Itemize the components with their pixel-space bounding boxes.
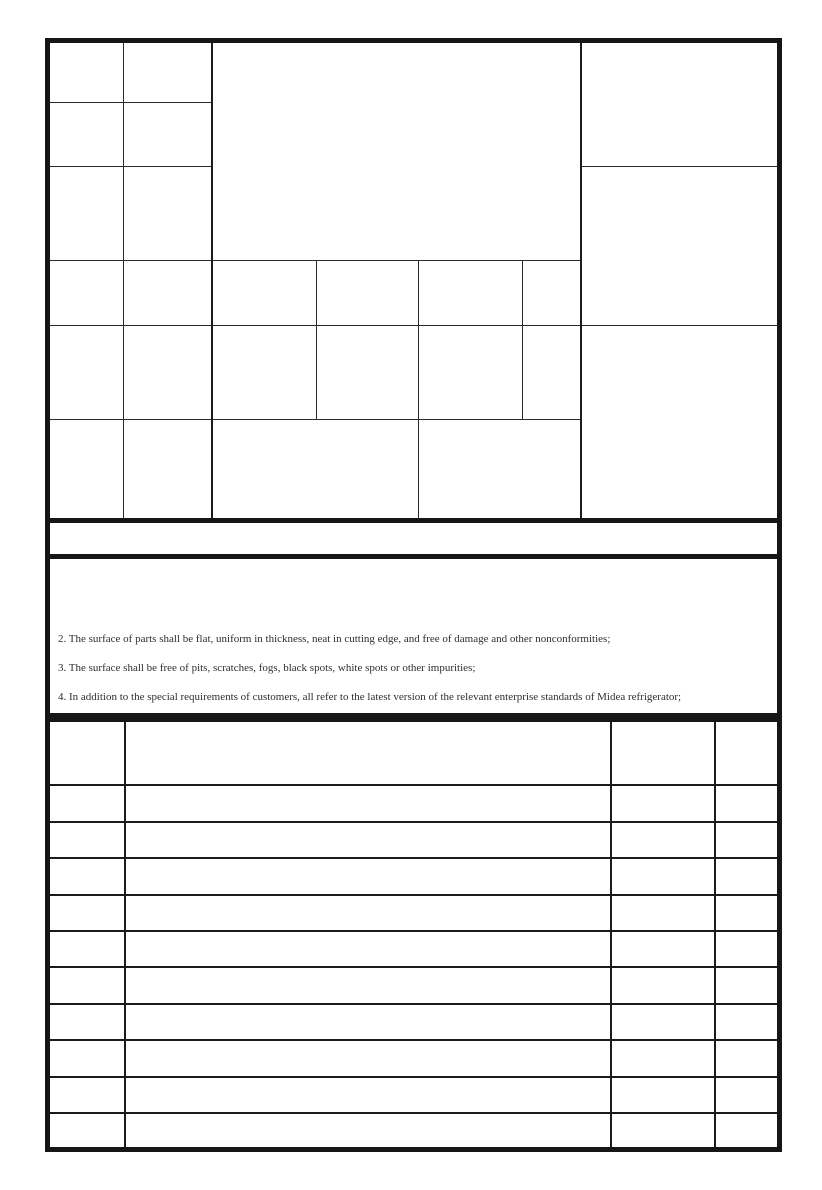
spec-header-cell-4 [715,720,779,786]
title-block-cell-r1c2 [123,41,212,103]
spec-header-cell-1 [48,720,126,786]
spec-row-10 [48,1113,780,1149]
spec-row-2 [48,822,780,858]
separator-strip [45,523,782,559]
drawing-area-cell [212,41,581,261]
title-block-cell-r5c2 [123,325,212,419]
spec-header-cell-3 [611,720,715,786]
right-panel-cell-3 [581,325,779,520]
technical-notes [58,625,773,712]
right-panel-cell-2 [581,167,779,326]
note-line-3: 3. The surface shall be free of pits, scratches, fogs, black spots, white spots or other impurities; [58,662,476,674]
title-block-cell-r4c2 [123,261,212,326]
spec-row-9 [48,1077,780,1113]
title-block-cell-r4c4 [316,261,418,326]
title-block-cell-r5c5 [418,325,523,419]
spec-row-5 [48,931,780,967]
right-panel-cell-1 [581,41,779,167]
technical-requirements-section [45,559,782,717]
title-block-cell-r2c2 [123,102,212,167]
title-block-cell-r4c1 [48,261,124,326]
title-block-cell-r4c6 [523,261,581,326]
title-block-cell-r3c2 [123,167,212,261]
spec-row-3 [48,858,780,894]
spec-row-1 [48,785,780,821]
note-line-4: 4. In addition to the special requirements of customers, all refer to the latest version of the relevant enterprise standards of Midea refrigerator; [58,691,682,703]
title-block-cell-r6c2 [123,419,212,520]
title-block-cell-r6c1 [48,419,124,520]
spec-row-6 [48,967,780,1003]
note-line-2: 2. The surface of parts shall be flat, uniform in thickness, neat in cutting edge, and free of damage and other nonconformities; [58,633,611,645]
title-block-cell-r3c1 [48,167,124,261]
title-block-cell-r4c5 [418,261,523,326]
title-block-cell-r5c4 [316,325,418,419]
spec-table [45,717,782,1152]
title-block-cell-r5c3 [212,325,317,419]
title-block-cell-r2c1 [48,102,124,167]
spec-header-row [48,720,780,786]
title-block-cell-r5c1 [48,325,124,419]
spec-header-cell-2 [125,720,611,786]
title-block-cell-r6c4 [418,419,581,520]
title-block-table [45,38,782,523]
title-block-cell-r1c1 [48,41,124,103]
title-block-cell-r4c3 [212,261,317,326]
spec-row-8 [48,1040,780,1076]
spec-row-4 [48,895,780,931]
spec-row-7 [48,1004,780,1040]
title-block-cell-r5c6 [523,325,581,419]
title-block-cell-r6c3 [212,419,418,520]
